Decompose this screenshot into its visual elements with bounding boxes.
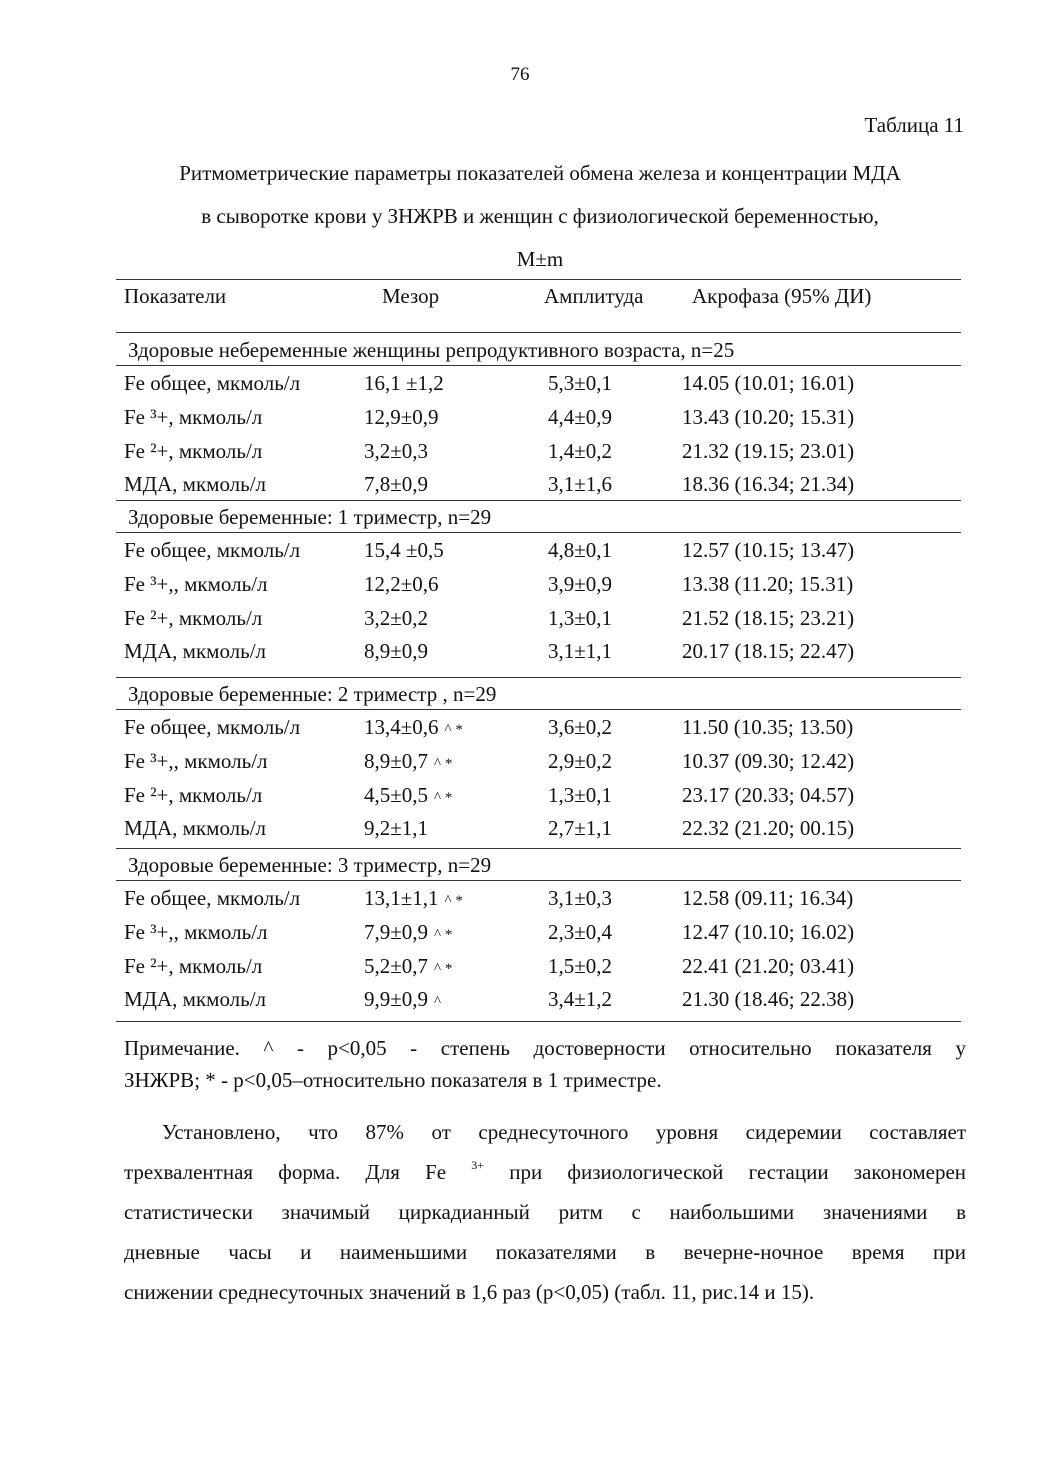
mesor-value (364, 402, 439, 432)
paragraph-line-2-start: трехвалентная форма. Для Fe (124, 1160, 447, 1184)
indicator-name: МДА, мкмоль/л (124, 472, 267, 496)
acrophase-value: 11.50 (10.35; 13.50) (682, 715, 854, 739)
acrophase-value: 13.43 (10.20; 15.31) (682, 405, 855, 429)
note-line-2: ЗНЖРВ; * - р<0,05–относительно показателя в 1 триместре. (124, 1068, 662, 1092)
significance-mark: ^ * (434, 790, 453, 806)
mesor-value (364, 535, 444, 565)
paragraph-line-4: дневные часы и наименьшими показателями в вечерне-ночное время при (124, 1240, 966, 1264)
amplitude-value: 2,9±0,2 (548, 749, 613, 773)
mesor-number: 8,9±0,7 (364, 749, 429, 773)
indicator-name: Fe ³+,, мкмоль/л (124, 572, 268, 596)
mesor-value (364, 368, 444, 398)
table-rule (116, 1021, 961, 1022)
indicator-name: Fe ²+, мкмоль/л (124, 439, 263, 463)
table-row (116, 813, 961, 843)
acrophase-value: 10.37 (09.30; 12.42) (682, 749, 855, 773)
acrophase-value: 12.47 (10.10; 16.02) (682, 920, 855, 944)
significance-mark: ^ * (434, 756, 453, 772)
caption-line-2: в сыворотке крови у ЗНЖРВ и женщин с физиологической беременностью, (201, 204, 879, 228)
mesor-number: 9,9±0,9 (364, 987, 429, 1011)
table-rule (116, 332, 961, 333)
table-rule (116, 848, 961, 849)
mesor-value (364, 569, 439, 599)
paragraph-line-5: снижении среднесуточных значений в 1,6 раз (р<0,05) (табл. 11, рис.14 и 15). (124, 1280, 815, 1304)
table-row (116, 712, 961, 742)
table-row (116, 780, 961, 810)
indicator-name: МДА, мкмоль/л (124, 639, 267, 663)
table-row (116, 436, 961, 466)
mesor-number: 12,2±0,6 (364, 572, 439, 596)
header-amplitude: Амплитуда (544, 284, 644, 308)
caption-line-3: M±m (516, 247, 564, 271)
indicator-name: МДА, мкмоль/л (124, 987, 267, 1011)
indicator-name: Fe общее, мкмоль/л (124, 715, 301, 739)
table-row (116, 402, 961, 432)
mesor-value (364, 917, 452, 950)
amplitude-value: 3,9±0,9 (548, 572, 613, 596)
table-row (116, 636, 961, 666)
mesor-value (364, 469, 428, 499)
table-rule (116, 365, 961, 366)
group-title: Здоровые небеременные женщины репродуктивного возраста, n=25 (128, 338, 735, 362)
significance-mark: ^ * (434, 927, 453, 943)
table-rule (116, 279, 961, 280)
paragraph-line-2-end: при физиологической гестации закономерен (509, 1160, 967, 1184)
amplitude-value: 1,3±0,1 (548, 606, 613, 630)
significance-mark: ^ (434, 994, 442, 1010)
amplitude-value: 5,3±0,1 (548, 371, 613, 395)
header-acrophase: Акрофаза (95% ДИ) (692, 284, 872, 308)
mesor-value (364, 813, 428, 843)
mesor-number: 13,4±0,6 (364, 715, 439, 739)
table-note (124, 1032, 966, 1096)
mesor-number: 3,2±0,2 (364, 606, 429, 630)
table-caption (90, 152, 990, 281)
table-row (116, 917, 961, 947)
indicator-name: Fe ²+, мкмоль/л (124, 606, 263, 630)
acrophase-value: 20.17 (18.15; 22.47) (682, 639, 855, 663)
mesor-number: 7,8±0,9 (364, 472, 429, 496)
header-mesor: Мезор (382, 284, 440, 308)
table-row (116, 469, 961, 499)
paragraph-line-1: Установлено, что 87% от среднесуточного уровня сидеремии составляет (162, 1120, 966, 1144)
iron-charge-superscript: 3+ (471, 1158, 485, 1172)
indicator-name: Fe ³+,, мкмоль/л (124, 920, 268, 944)
amplitude-value: 4,4±0,9 (548, 405, 613, 429)
mesor-number: 4,5±0,5 (364, 783, 429, 807)
indicator-name: Fe общее, мкмоль/л (124, 371, 301, 395)
amplitude-value: 3,1±1,1 (548, 639, 613, 663)
mesor-value (364, 636, 428, 666)
mesor-value (364, 984, 441, 1017)
mesor-number: 7,9±0,9 (364, 920, 429, 944)
acrophase-value: 23.17 (20.33; 04.57) (682, 783, 855, 807)
caption-line-1: Ритмометрические параметры показателей обмена железа и концентрации МДА (179, 161, 901, 185)
significance-mark: ^ * (444, 722, 463, 738)
acrophase-value: 12.57 (10.15; 13.47) (682, 538, 855, 562)
table-row (116, 535, 961, 565)
mesor-number: 12,9±0,9 (364, 405, 439, 429)
amplitude-value: 1,5±0,2 (548, 954, 613, 978)
amplitude-value: 3,1±1,6 (548, 472, 613, 496)
amplitude-value: 2,7±1,1 (548, 816, 613, 840)
paragraph-line-3: статистически значимый циркадианный ритм с наибольшими значениями в (124, 1200, 966, 1224)
mesor-number: 16,1 ±1,2 (364, 371, 444, 395)
table-rule (116, 677, 961, 678)
acrophase-value: 21.52 (18.15; 23.21) (682, 606, 855, 630)
indicator-name: Fe ³+,, мкмоль/л (124, 749, 268, 773)
mesor-number: 15,4 ±0,5 (364, 538, 444, 562)
table-row (116, 368, 961, 398)
mesor-value (364, 780, 452, 813)
body-paragraph (124, 1112, 966, 1312)
table-rule (116, 532, 961, 533)
indicator-name: Fe ²+, мкмоль/л (124, 954, 263, 978)
table-row (116, 951, 961, 981)
amplitude-value: 3,6±0,2 (548, 715, 613, 739)
indicator-name: Fe ³+, мкмоль/л (124, 405, 263, 429)
table-rule (116, 880, 961, 881)
amplitude-value: 4,8±0,1 (548, 538, 613, 562)
mesor-number: 5,2±0,7 (364, 954, 429, 978)
table-row (116, 984, 961, 1014)
note-line-1: Примечание. ^ - р<0,05 - степень достоверности относительно показателя у (124, 1036, 966, 1060)
group-title: Здоровые беременные: 1 триместр, n=29 (128, 505, 492, 529)
acrophase-value: 22.41 (21.20; 03.41) (682, 954, 855, 978)
page-number: 76 (510, 64, 530, 85)
mesor-value (364, 951, 452, 984)
mesor-number: 8,9±0,9 (364, 639, 429, 663)
table-rule (116, 500, 961, 501)
header-indicator: Показатели (124, 284, 227, 308)
amplitude-value: 1,3±0,1 (548, 783, 613, 807)
table-rule (116, 709, 961, 710)
group-title: Здоровые беременные: 2 триместр , n=29 (128, 682, 497, 706)
acrophase-value: 21.32 (19.15; 23.01) (682, 439, 855, 463)
indicator-name: Fe ²+, мкмоль/л (124, 783, 263, 807)
indicator-name: Fe общее, мкмоль/л (124, 538, 301, 562)
acrophase-value: 21.30 (18.46; 22.38) (682, 987, 855, 1011)
paragraph-line-2 (124, 1152, 966, 1192)
mesor-value (364, 746, 452, 779)
acrophase-value: 18.36 (16.34; 21.34) (682, 472, 855, 496)
mesor-value (364, 603, 428, 633)
indicator-name: МДА, мкмоль/л (124, 816, 267, 840)
significance-mark: ^ * (434, 961, 453, 977)
table-row (116, 883, 961, 913)
acrophase-value: 22.32 (21.20; 00.15) (682, 816, 855, 840)
mesor-number: 13,1±1,1 (364, 886, 439, 910)
amplitude-value: 3,1±0,3 (548, 886, 613, 910)
amplitude-value: 1,4±0,2 (548, 439, 613, 463)
acrophase-value: 14.05 (10.01; 16.01) (682, 371, 855, 395)
table-row (116, 569, 961, 599)
mesor-number: 3,2±0,3 (364, 439, 429, 463)
amplitude-value: 2,3±0,4 (548, 920, 613, 944)
mesor-value (364, 712, 463, 745)
table-header-row (116, 281, 961, 311)
mesor-value (364, 883, 463, 916)
table-row (116, 746, 961, 776)
significance-mark: ^ * (444, 893, 463, 909)
table-label: Таблица 11 (864, 113, 964, 137)
table-row (116, 603, 961, 633)
acrophase-value: 12.58 (09.11; 16.34) (682, 886, 854, 910)
amplitude-value: 3,4±1,2 (548, 987, 613, 1011)
mesor-value (364, 436, 428, 466)
mesor-number: 9,2±1,1 (364, 816, 429, 840)
indicator-name: Fe общее, мкмоль/л (124, 886, 301, 910)
acrophase-value: 13.38 (11.20; 15.31) (682, 572, 854, 596)
group-title: Здоровые беременные: 3 триместр, n=29 (128, 853, 492, 877)
